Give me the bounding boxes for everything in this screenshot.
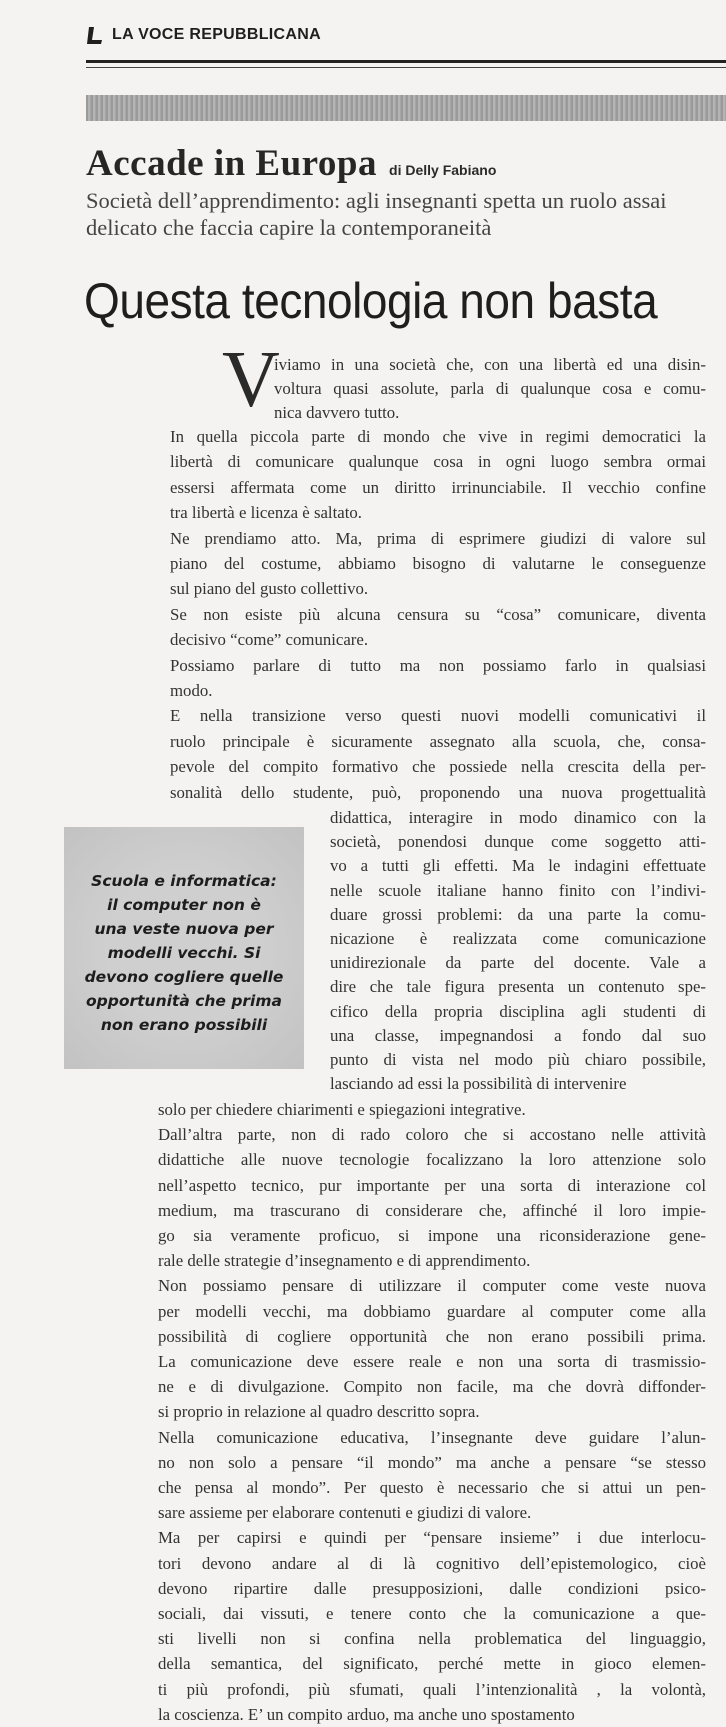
body-line: la coscienza. E’ un compito arduo, ma anche uno spostamento xyxy=(158,1704,575,1724)
body-line: società, ponendosi dunque come soggetto atti- xyxy=(330,832,706,852)
body-line: tori devono andare al di là cognitivo dell’epistemologico, cioè xyxy=(158,1553,706,1573)
pull-quote-line: modelli vecchi. Si xyxy=(107,944,261,962)
pull-quote-line: il computer non è xyxy=(107,896,261,914)
body-line: solo per chiedere chiarimenti e spiegazioni integrative. xyxy=(158,1100,526,1119)
body-line: sare assieme per elaborare contenuti e giudizi di valore. xyxy=(158,1503,532,1523)
la-voce-logo-mark-icon xyxy=(86,25,104,45)
section-header-band xyxy=(86,95,726,121)
body-line: ruolo principale è sicuramente assegnato alla scuola, che, consa- xyxy=(170,731,706,751)
pull-quote-box xyxy=(64,827,304,1069)
body-line: piano del costume, abbiamo bisogno di valutarne le conseguenze xyxy=(170,554,706,573)
body-line: dire che tale figura presenta un contenuto spe- xyxy=(330,977,706,997)
pull-quote-line: una veste nuova per xyxy=(94,920,274,938)
body-line: Ne prendiamo atto. Ma, prima di esprimere giudizi di valore sul xyxy=(170,528,706,548)
body-line: sti livelli non si confina nella problematica del linguaggio, xyxy=(158,1629,706,1649)
body-line: si proprio in relazione al quadro descritto sopra. xyxy=(158,1402,480,1422)
body-line: no non solo a pensare “il mondo” ma anche a pensare “se stesso xyxy=(158,1452,706,1472)
body-line: tra libertà e licenza è saltato. xyxy=(170,503,362,523)
body-line: possibilità di cogliere opportunità che non erano possibili prima. xyxy=(158,1326,706,1346)
body-line: per modelli vecchi, ma dobbiamo guardare al computer come alla xyxy=(158,1301,706,1321)
body-line: Ma per capirsi e quindi per “pensare insieme” i due interlocu- xyxy=(158,1528,706,1548)
drop-cap: V xyxy=(222,336,280,424)
body-line: Possiamo parlare di tutto ma non possiamo farlo in qualsiasi xyxy=(170,655,706,675)
pull-quote-line: opportunità che prima xyxy=(86,992,282,1010)
body-line: sonalità dello studente, può, proponendo una nuova progettualità xyxy=(170,782,706,802)
body-line: sociali, dai vissuti, e tenere conto che la comunicazione a que- xyxy=(158,1604,706,1623)
body-line: devono ripartire dalle presupposizioni, dalle condizioni psico- xyxy=(158,1578,706,1598)
body-line: nell’aspetto tecnico, pur importante per una sorta di interazione col xyxy=(158,1175,706,1195)
body-line: essersi affermata come un diritto irrinunciabile. Il vecchio confine xyxy=(170,477,706,497)
body-line: nelle scuole italiane hanno finito con l’indivi- xyxy=(330,880,706,900)
body-line: rale delle strategie d’insegnamento e di apprendimento. xyxy=(158,1251,531,1271)
pull-quote xyxy=(64,869,304,1037)
body-line: decisivo “come” comunicare. xyxy=(170,630,369,650)
body-line: modo. xyxy=(170,681,213,700)
body-line: duare grossi problemi: da una parte la comu- xyxy=(330,904,706,924)
body-line: nica davvero tutto. xyxy=(274,403,400,422)
body-line: medium, ma trascurano di considerare che, affinché il loro impie- xyxy=(158,1200,706,1220)
body-line: iviamo in una società che, con una libertà ed una disin- xyxy=(274,355,706,374)
body-line: che pensa al mondo”. Per questo è necessario che si attui un pen- xyxy=(158,1478,706,1497)
body-line: libertà di comunicare qualunque cosa in ogni luogo sembra ormai xyxy=(170,452,706,472)
body-line: E nella transizione verso questi nuovi modelli comunicativi il xyxy=(170,706,706,726)
body-line: sul piano del gusto collettivo. xyxy=(170,579,369,599)
body-line: voltura quasi assolute, parla di qualunque cosa e comu- xyxy=(274,379,706,398)
body-line: nicazione è realizzata come comunicazione xyxy=(330,929,706,948)
article-headline: Questa tecnologia non basta xyxy=(84,273,658,329)
masthead-rule-thick xyxy=(86,60,726,63)
masthead-title: LA VOCE REPUBBLICANA xyxy=(112,26,321,43)
masthead-rule-thin xyxy=(86,67,726,68)
body-line: didattiche alle nuove tecnologie focalizzano la loro attenzione solo xyxy=(158,1150,706,1170)
pull-quote-line: non erano possibili xyxy=(100,1016,268,1034)
body-line: Se non esiste più alcuna censura su “cosa” comunicare, diventa xyxy=(170,604,706,624)
body-line: go sia veramente proficuo, si impone una riconsiderazione gene- xyxy=(158,1226,706,1245)
body-line: della semantica, del significato, perché mette in gioco elemen- xyxy=(158,1654,706,1674)
body-line: vo a tutti gli effetti. Ma le indagini effettuate xyxy=(330,856,706,876)
body-line: pevole del compito formativo che possiede nella crescita della per- xyxy=(170,757,706,777)
body-line: ti più profondi, più sfumati, quali l’intenzionalità , la volontà, xyxy=(158,1679,706,1699)
body-line: ne e di divulgazione. Compito non facile, ma che dovrà diffonder- xyxy=(158,1377,706,1397)
body-line: Nella comunicazione educativa, l’insegnante deve guidare l’alun- xyxy=(158,1427,706,1447)
body-line: cifico della propria disciplina agli studenti di xyxy=(330,1001,706,1021)
body-line: punto di vista nel modo più chiaro possibile, xyxy=(330,1050,706,1069)
body-line: Dall’altra parte, non di rado coloro che si accostano nelle attività xyxy=(158,1125,706,1145)
byline: di Delly Fabiano xyxy=(389,162,497,178)
section-header xyxy=(86,142,496,185)
body-line: una classe, impegnandosi a fondo dal suo xyxy=(330,1025,706,1045)
masthead xyxy=(86,22,321,48)
body-line: In quella piccola parte di mondo che vive in regimi democratici la xyxy=(170,427,706,446)
body-line: Non possiamo pensare di utilizzare il computer come veste nuova xyxy=(158,1276,706,1296)
body-line: unidirezionale da parte del docente. Vale a xyxy=(330,953,706,973)
article-subtitle: Società dell’apprendimento: agli insegnanti spetta un ruolo assai delicato che faccia capire la contemporaneità xyxy=(86,188,667,240)
section-title: Accade in Europa xyxy=(86,143,378,184)
pull-quote-line: devono cogliere quelle xyxy=(84,968,284,986)
pull-quote-line: Scuola e informatica: xyxy=(91,872,277,890)
body-line: lasciando ad essi la possibilità di intervenire xyxy=(330,1074,627,1094)
body-line: didattica, interagire in modo dinamico con la xyxy=(330,808,706,827)
body-line: La comunicazione deve essere reale e non una sorta di trasmissio- xyxy=(158,1352,706,1371)
